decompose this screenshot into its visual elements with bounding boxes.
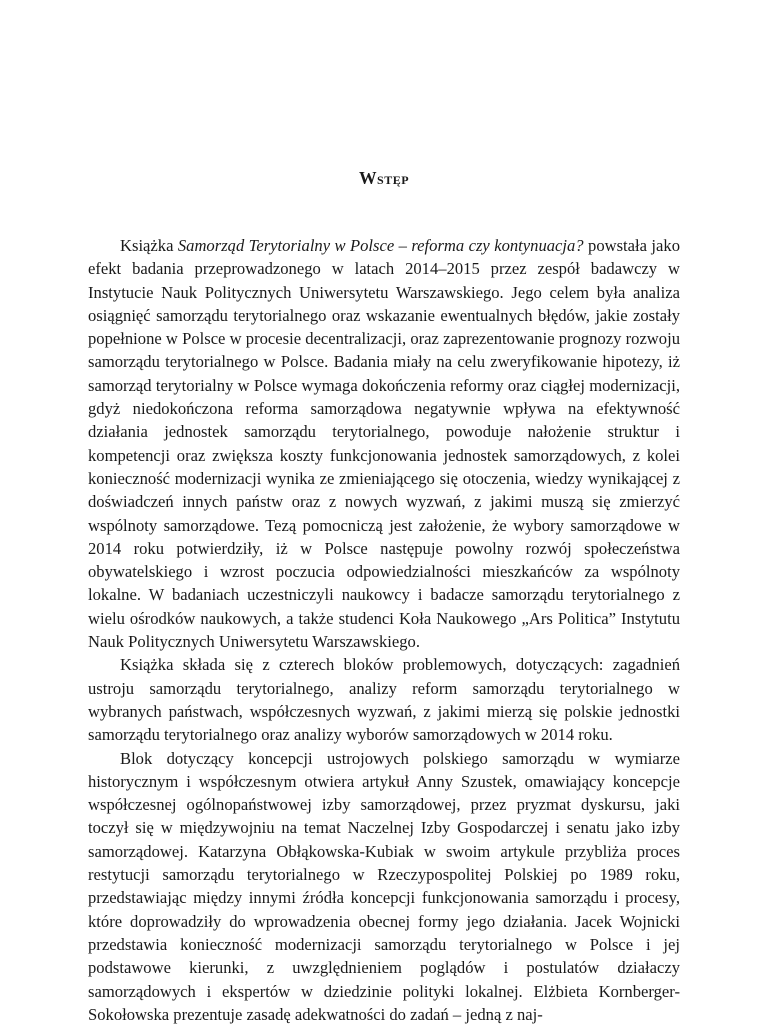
paragraph-3: Blok dotyczący koncepcji ustrojowych polskiego samorządu w wymiarze historycznym i współczesnym otwiera artykuł Anny Szustek, omawiający koncepcje współczesnej ogólnopaństwowej izby samorządowej, przez pryzmat dyskursu, jaki toczył się w międzywojniu na temat Naczelnej Izby Gospodarczej i senatu jako izby samorządowej. Katarzyna Obłąkowska-Kubiak w swoim artykule przybliża proces restytucji samorządu terytorialnego w Rzeczypospolitej Polskiej po 1989 roku, przedstawiając między innymi źródła koncepcji funkcjonowania samorządu i procesy, które doprowadziły do wprowadzenia obecnej formy jego działania. Jacek Wojnicki przedstawia konieczność modernizacji samorządu terytorialnego w Polsce i jej podstawowe kierunki, z uwzględnieniem poglądów i postulatów działaczy samorządowych i ekspertów w dziedzinie polityki lokalnej. Elżbieta Kornberger-Sokołowska prezentuje zasadę adekwatności do zadań – jedną z naj- <box>88 748 680 1024</box>
paragraph-2: Książka składa się z czterech bloków problemowych, dotyczących: zagadnień ustroju samorządu terytorialnego, analizy reform samorządu terytorialnego w wybranych państwach, współczesnych wyzwań, z jakimi mierzą się polskie jednostki samorządu terytorialnego oraz analizy wyborów samorządowych w 2014 roku. <box>88 655 680 745</box>
page-title: Wstęp <box>358 168 410 188</box>
paragraph-1 <box>88 234 680 653</box>
paragraph-1-rest: powstała jako efekt badania przeprowadzonego w latach 2014–2015 przez zespół badawczy w Instytucie Nauk Politycznych Uniwersytetu Warszawskiego. Jego celem była analiza osiągnięć samorządu terytorialnego oraz wskazanie ewentualnych błędów, jakie zostały popełnione w Polsce w procesie decentralizacji, oraz zaprezentowanie prognozy rozwoju samorządu terytorialnego w Polsce. Badania miały na celu zweryfikowanie hipotezy, iż samorząd terytorialny w Polsce wymaga dokończenia reformy oraz ciągłej modernizacji, gdyż niedokończona reforma samorządowa negatywnie wpływa na efektywność działania jednostek samorządu terytorialnego, powoduje nałożenie struktur i kompetencji oraz zwiększa koszty funkcjonowania jednostek samorządowych, z kolei konieczność modernizacji wynika ze zmieniającego się otoczenia, wiedzy wynikającej z doświadczeń innych państw oraz z nowych wyzwań, z jakimi muszą się zmierzyć wspólnoty samorządowe. Tezą pomocniczą jest założenie, że wybory samorządowe w 2014 roku potwierdziły, iż w Polsce następuje powolny rozwój społeczeństwa obywatelskiego i wzrost poczucia odpowiedzialności mieszkańców za wspólnoty lokalne. W badaniach uczestniczyli naukowcy i badacze samorządu terytorialnego z wielu ośrodków naukowych, a także studenci Koła Naukowego „Ars Politica” Instytutu Nauk Politycznych Uniwersytetu Warszawskiego. <box>88 236 680 652</box>
paragraph-1-start: Książka <box>120 236 178 255</box>
book-title: Samorząd Terytorialny w Polsce – reforma czy kontynuacja? <box>177 236 584 255</box>
body-text <box>88 234 680 1026</box>
document-page <box>88 166 680 1026</box>
